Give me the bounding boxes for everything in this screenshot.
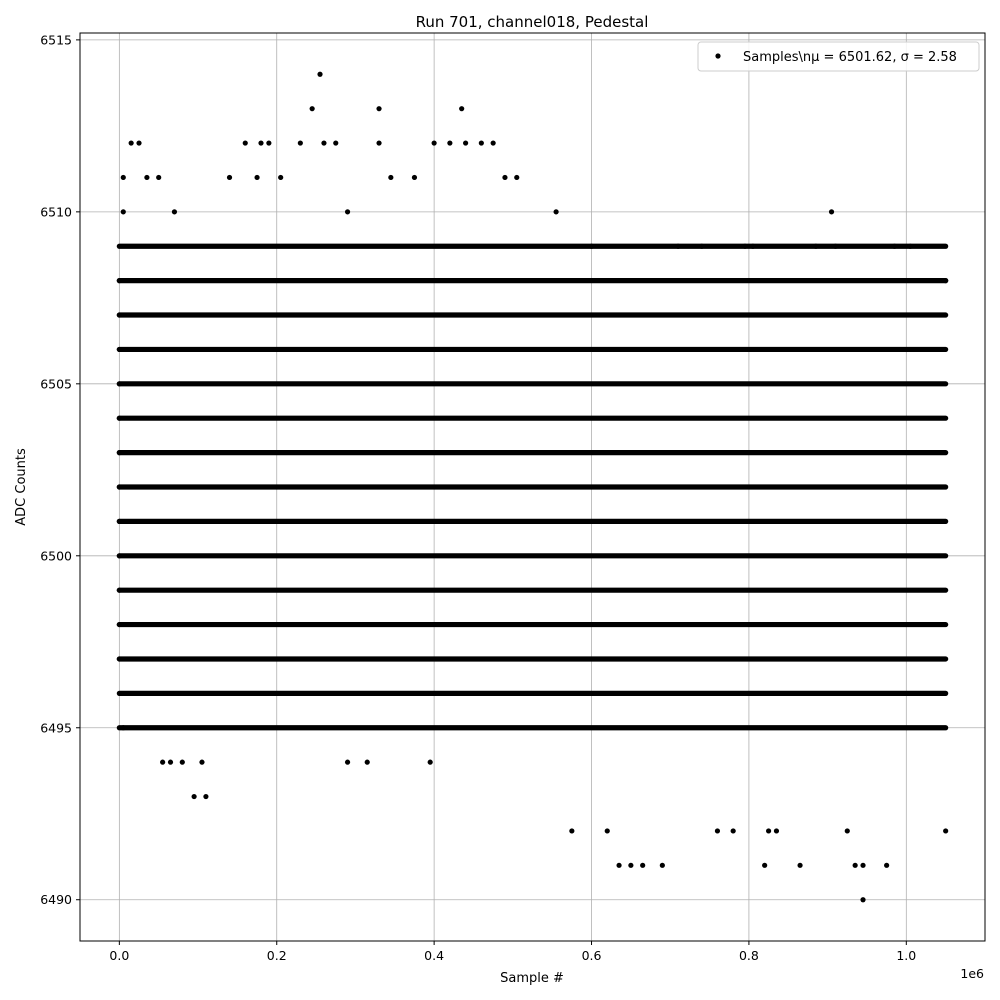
data-point <box>412 175 417 180</box>
data-point <box>254 175 259 180</box>
data-point <box>321 140 326 145</box>
data-point <box>660 863 665 868</box>
x-axis-offset-label: 1e6 <box>960 966 984 981</box>
data-point <box>121 175 126 180</box>
data-point <box>317 72 322 77</box>
x-tick-label: 0.0 <box>109 948 130 963</box>
data-point <box>376 106 381 111</box>
data-point <box>428 760 433 765</box>
data-point <box>180 760 185 765</box>
data-point <box>266 140 271 145</box>
data-point <box>797 863 802 868</box>
data-point <box>616 863 621 868</box>
y-tick-label: 6500 <box>40 548 72 564</box>
data-point <box>121 725 126 730</box>
data-point <box>258 140 263 145</box>
data-point <box>117 553 122 558</box>
data-point <box>554 209 559 214</box>
data-point <box>860 863 865 868</box>
data-point <box>160 760 165 765</box>
data-point <box>345 760 350 765</box>
data-point <box>227 175 232 180</box>
data-point <box>117 656 122 661</box>
data-point <box>243 140 248 145</box>
data-point <box>365 760 370 765</box>
x-tick-label: 1.0 <box>896 948 917 963</box>
data-point <box>333 140 338 145</box>
y-axis-label: ADC Counts <box>14 448 29 526</box>
data-point <box>605 828 610 833</box>
data-point <box>156 175 161 180</box>
data-point <box>172 209 177 214</box>
data-point <box>310 106 315 111</box>
data-point <box>829 209 834 214</box>
data-point <box>774 828 779 833</box>
legend-marker <box>715 53 720 58</box>
data-point <box>860 897 865 902</box>
x-axis-label: Sample # <box>500 971 564 986</box>
data-point <box>117 519 122 524</box>
data-point <box>731 828 736 833</box>
data-point <box>203 794 208 799</box>
data-point <box>892 244 897 249</box>
data-point <box>813 244 818 249</box>
data-point <box>376 140 381 145</box>
x-tick-label: 0.2 <box>266 948 287 963</box>
data-point <box>117 588 122 593</box>
data-point <box>388 175 393 180</box>
data-point <box>117 484 122 489</box>
data-point <box>502 175 507 180</box>
data-point <box>628 863 633 868</box>
x-tick-label: 0.6 <box>581 948 602 963</box>
data-point <box>117 278 122 283</box>
data-point <box>589 244 594 249</box>
data-point <box>463 140 468 145</box>
data-point <box>117 347 122 352</box>
data-point <box>943 278 948 283</box>
data-point <box>117 312 122 317</box>
data-point <box>884 863 889 868</box>
data-point <box>762 863 767 868</box>
y-tick-label: 6490 <box>40 892 72 908</box>
data-point <box>121 209 126 214</box>
data-point <box>853 863 858 868</box>
data-point <box>168 760 173 765</box>
legend-label: Samples\nμ = 6501.62, σ = 2.58 <box>743 50 957 65</box>
y-tick-label: 6515 <box>40 32 72 48</box>
data-point <box>569 828 574 833</box>
data-point <box>766 828 771 833</box>
data-point <box>742 244 747 249</box>
y-tick-label: 6495 <box>40 720 72 736</box>
data-point <box>479 140 484 145</box>
chart-title: Run 701, channel018, Pedestal <box>415 13 649 31</box>
data-point <box>117 416 122 421</box>
data-point <box>136 140 141 145</box>
data-point <box>699 244 704 249</box>
data-point <box>447 140 452 145</box>
data-point <box>199 760 204 765</box>
data-point <box>675 244 680 249</box>
data-point <box>750 244 755 249</box>
legend <box>698 42 979 71</box>
data-point <box>491 140 496 145</box>
data-point <box>345 209 350 214</box>
data-point <box>192 794 197 799</box>
data-point <box>117 622 122 627</box>
data-point <box>833 244 838 249</box>
data-point <box>943 828 948 833</box>
data-point <box>715 828 720 833</box>
data-point <box>117 381 122 386</box>
data-point <box>845 828 850 833</box>
data-point <box>640 863 645 868</box>
data-point <box>278 175 283 180</box>
y-tick-label: 6505 <box>40 376 72 392</box>
data-point <box>459 106 464 111</box>
data-point <box>908 244 913 249</box>
y-tick-label: 6510 <box>40 204 72 220</box>
data-point <box>514 175 519 180</box>
x-tick-label: 0.4 <box>424 948 445 963</box>
data-point <box>129 140 134 145</box>
data-point <box>432 140 437 145</box>
x-tick-label: 0.8 <box>738 948 759 963</box>
data-point <box>298 140 303 145</box>
data-point <box>144 175 149 180</box>
data-point <box>117 450 122 455</box>
